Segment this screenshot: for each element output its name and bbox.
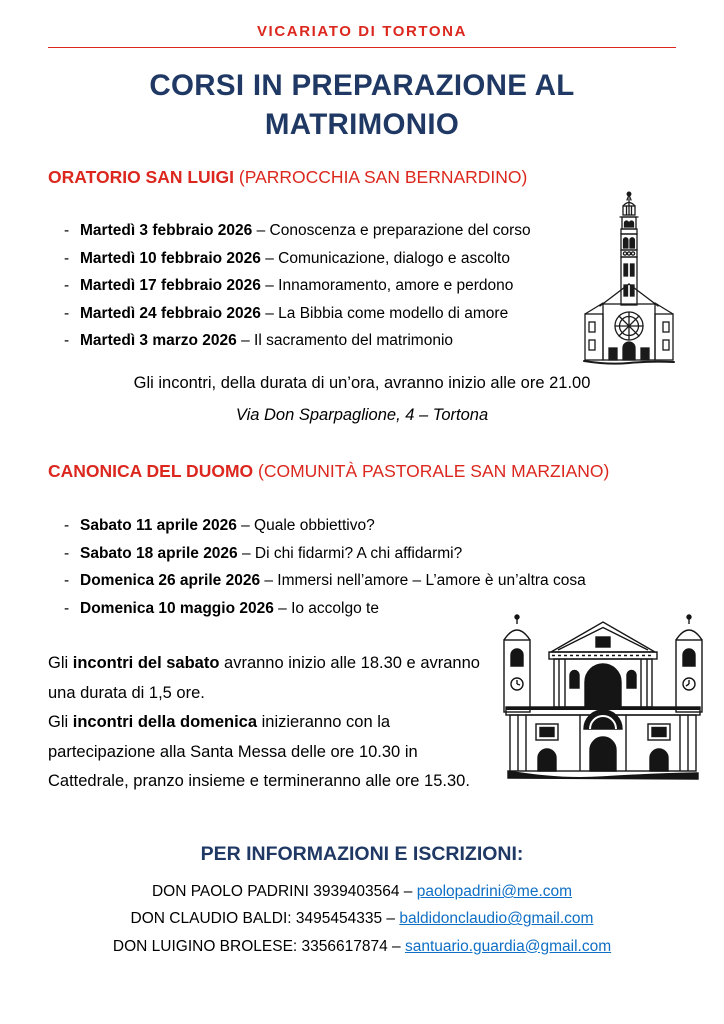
email-link[interactable]: baldidonclaudio@gmail.com bbox=[399, 910, 594, 928]
section2-heading bbox=[48, 461, 609, 482]
event-date: Martedì 3 marzo 2026 bbox=[80, 332, 237, 349]
bullet-dash: - bbox=[64, 249, 70, 267]
contact-separator: – bbox=[387, 937, 405, 955]
saturday-meetings-sentence bbox=[48, 649, 495, 708]
section1-address: Via Don Sparpaglione, 4 – Tortona bbox=[235, 406, 489, 424]
section1-schedule-info: Gli incontri, della durata di un’ora, avranno inizio alle ore 21.00 bbox=[133, 374, 591, 392]
page-title bbox=[0, 66, 724, 144]
tortona-cathedral-facade-drawing bbox=[490, 608, 716, 790]
section2-heading-place: CANONICA DEL DUOMO bbox=[48, 461, 254, 481]
event-desc: – Il sacramento del matrimonio bbox=[236, 332, 454, 349]
event-desc: – Innamoramento, amore e perdono bbox=[260, 277, 514, 294]
sentence-pre: Gli bbox=[48, 654, 73, 672]
event-desc: – Comunicazione, dialogo e ascolto bbox=[260, 249, 510, 267]
contact-name: DON PAOLO PADRINI 3939403564 bbox=[151, 883, 400, 900]
list-item bbox=[64, 540, 586, 568]
event-desc: – Conoscenza e preparazione del corso bbox=[252, 222, 531, 239]
event-date: Sabato 11 aprile 2026 bbox=[80, 517, 237, 534]
email-link[interactable]: santuario.guardia@gmail.com bbox=[404, 937, 612, 955]
list-item bbox=[64, 567, 586, 595]
event-date: Sabato 18 aprile 2026 bbox=[80, 544, 238, 562]
event-date: Martedì 10 febbraio 2026 bbox=[80, 249, 261, 267]
sentence-bold: incontri della domenica bbox=[72, 713, 258, 732]
email-link[interactable]: paolopadrini@me.com bbox=[416, 883, 573, 900]
section1-heading-place: ORATORIO SAN LUIGI bbox=[48, 167, 235, 187]
list-item bbox=[64, 512, 586, 540]
contact-name: DON LUIGINO BROLESE: 3356617874 bbox=[112, 937, 388, 955]
event-desc: – Di chi fidarmi? A chi affidarmi? bbox=[237, 544, 463, 562]
section1-event-list bbox=[64, 217, 531, 355]
event-date: Domenica 26 aprile 2026 bbox=[80, 572, 261, 589]
bullet-dash: - bbox=[64, 599, 70, 617]
bullet-dash: - bbox=[64, 544, 70, 562]
contact-list bbox=[0, 878, 724, 960]
event-desc: – Quale obbiettivo? bbox=[236, 517, 375, 534]
list-item bbox=[64, 245, 531, 273]
header-divider bbox=[48, 47, 676, 48]
list-item bbox=[64, 300, 531, 328]
section1-heading-parish: (PARROCCHIA SAN BERNARDINO) bbox=[234, 167, 528, 187]
footer-heading: PER INFORMAZIONI E ISCRIZIONI: bbox=[200, 843, 524, 865]
event-date: Domenica 10 maggio 2026 bbox=[80, 599, 274, 617]
sentence-pre: Gli bbox=[48, 713, 73, 732]
list-item bbox=[64, 327, 531, 355]
sentence-bold: incontri del sabato bbox=[72, 654, 220, 672]
san-bernardino-church-drawing bbox=[576, 190, 682, 374]
contact-name: DON CLAUDIO BALDI: 3495454335 bbox=[130, 910, 383, 928]
contact-line bbox=[0, 933, 724, 960]
event-desc: – Io accolgo te bbox=[273, 599, 379, 617]
sentence-post: inizieranno con la partecipazione alla Santa Messa delle ore 10.30 in Cattedrale, pranzo insieme e termineranno alle ore 15.30. bbox=[48, 713, 470, 791]
contact-separator: – bbox=[382, 910, 400, 928]
list-item bbox=[64, 217, 531, 245]
event-desc: – La Bibbia come modello di amore bbox=[260, 304, 509, 322]
section2-event-list bbox=[64, 512, 586, 622]
contact-line bbox=[0, 905, 724, 932]
contact-line bbox=[0, 878, 724, 905]
section2-heading-community: (COMUNITÀ PASTORALE SAN MARZIANO) bbox=[253, 461, 610, 481]
bullet-dash: - bbox=[64, 572, 70, 589]
contact-separator: – bbox=[399, 883, 417, 900]
event-desc: – Immersi nell’amore – L’amore è un’altra cosa bbox=[260, 572, 586, 589]
list-item bbox=[64, 272, 531, 300]
sunday-meetings-sentence bbox=[48, 708, 495, 797]
meeting-times-paragraph bbox=[48, 649, 495, 797]
page-title-line2: MATRIMONIO bbox=[264, 108, 460, 141]
bullet-dash: - bbox=[64, 222, 70, 239]
sentence-post: avranno inizio alle 18.30 e avranno una durata di 1,5 ore. bbox=[48, 654, 480, 702]
event-date: Martedì 3 febbraio 2026 bbox=[80, 222, 253, 239]
event-date: Martedì 24 febbraio 2026 bbox=[80, 304, 261, 322]
page-title-line1: CORSI IN PREPARAZIONE AL bbox=[149, 69, 575, 102]
bullet-dash: - bbox=[64, 332, 70, 349]
event-date: Martedì 17 febbraio 2026 bbox=[80, 277, 261, 294]
bullet-dash: - bbox=[64, 277, 70, 294]
bullet-dash: - bbox=[64, 304, 70, 322]
section1-heading bbox=[48, 167, 527, 188]
header-title: VICARIATO DI TORTONA bbox=[256, 23, 468, 40]
bullet-dash: - bbox=[64, 517, 70, 534]
